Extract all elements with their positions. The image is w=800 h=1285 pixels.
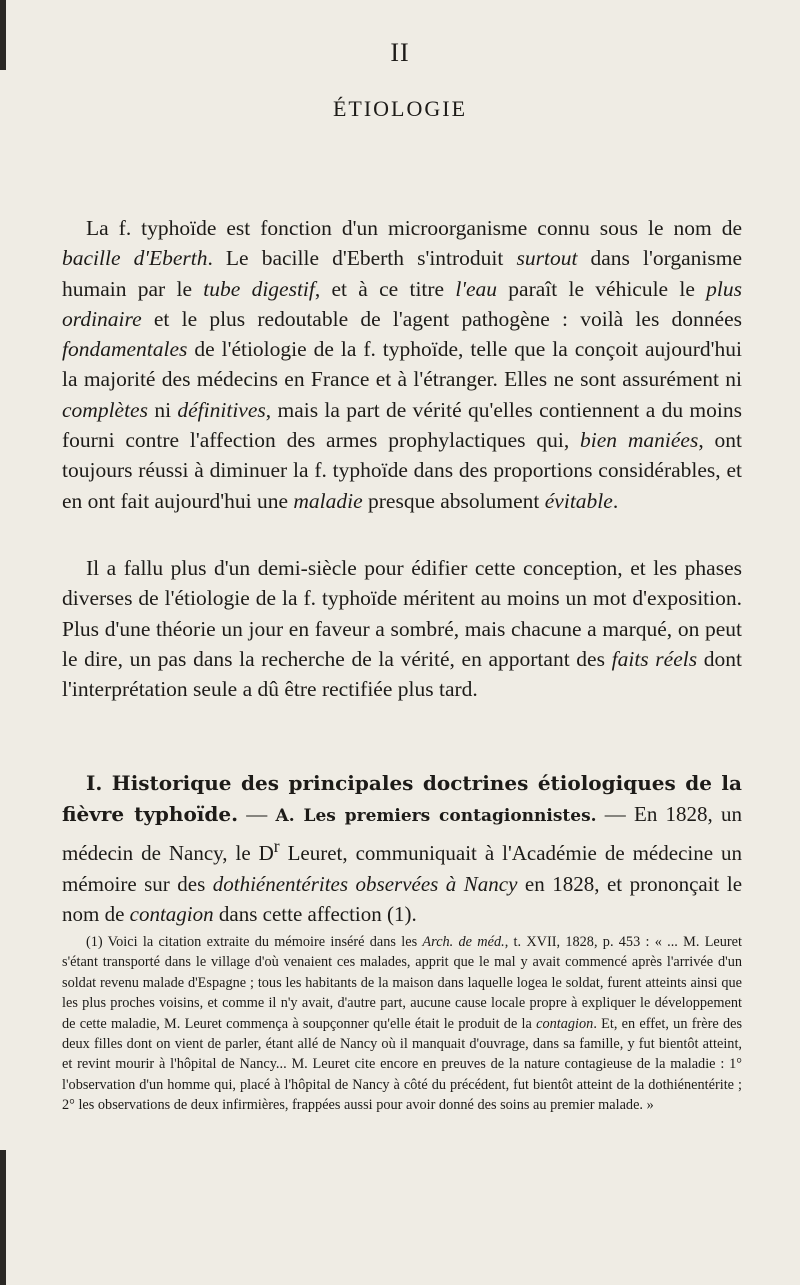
subsection-heading: A. Les premiers contagionnistes. — [275, 805, 597, 826]
section-historique: I. Historique des principales doctrines étiologiques de la fièvre typhoïde. — A. Les premiers contagionnistes. — En 1828, un médecin de Nancy, le $D^r$ Leuret, communiquait à l'Académie de médecine un mémoire sur des dothiénentérites observées à Nancy en 1828, et prononçait le nom de contagion dans cette affection (1). — [62, 771, 743, 926]
chapter-title: ÉTIOLOGIE — [332, 96, 468, 121]
page-edge-shadow — [0, 1150, 6, 1285]
chapter-number: II — [390, 38, 410, 67]
paragraph-intro: La f. typhoïde est fonction d'un microorganisme connu sous le nom de bacille d'Eberth. Le bacille d'Eberth s'introduit surtout dans l'organisme humain par le tube digestif, et à ce titre l'eau paraît le véhicule le plus ordinaire et le plus redoutable de l'agent pathogène : voilà les données fondamentales de l'étiologie de la f. typhoïde, telle que la conçoit aujourd'hui la majorité des médecins en France et à l'étranger. Elles ne sont assurément ni complètes ni définitives, mais la part de vérité qu'elles contiennent a du moins fourni contre l'affection des armes prophylactiques qui, bien maniées, ont toujours réussi à diminuer la f. typhoïde dans des proportions considérables, et en ont fait aujourd'hui une maladie presque absolument évitable. — [62, 216, 743, 513]
section-heading: I. Historique des principales doctrines étiologiques de la fièvre typhoïde. — [62, 771, 742, 826]
paragraph-history: Il a fallu plus d'un demi-siècle pour édifier cette conception, et les phases diverses de l'étiologie de la f. typhoïde méritent au moins un mot d'exposition. Plus d'une théorie un jour en faveur a sombré, mais chacune a marqué, on peut le dire, un pas dans la recherche de la vérité, en apportant des faits réels dont l'interprétation seule a dû être rectifiée plus tard. — [62, 556, 742, 702]
footnote-1: (1) Voici la citation extraite du mémoire inséré dans les Arch. de méd., t. XVII, 1828, p. 453 : « ... M. Leuret s'étant transporté dans le village d'où venaient ces malades, apprit que le mal y avait commencé après l'arrivée d'un soldat revenu malade d'Espagne ; tous les habitants de la maison dans laquelle logea le soldat, furent atteints ainsi que les plus proches voisins, et comme il n'y avait, d'autre part, aucune cause locale propre à expliquer le développement de cette maladie, M. Leuret commença à soupçonner qu'elle était le produit de la contagion. Et, en effet, un frère des deux filles dont on vient de parler, étant allé de Nancy où il manquait d'ouvrage, dans sa famille, y fut bientôt atteint, et revint mourir à l'hôpital de Nancy... M. Leuret cite encore en preuves de la nature contagieuse de la maladie : 1° l'observation d'un homme qui, placé à l'hôpital de Nancy à côté du précédent, fut bientôt atteint de la dothiénentérite ; 2° les observations de deux infirmières, frappées aussi pour avoir donné des soins au premier malade. » — [62, 934, 743, 1114]
